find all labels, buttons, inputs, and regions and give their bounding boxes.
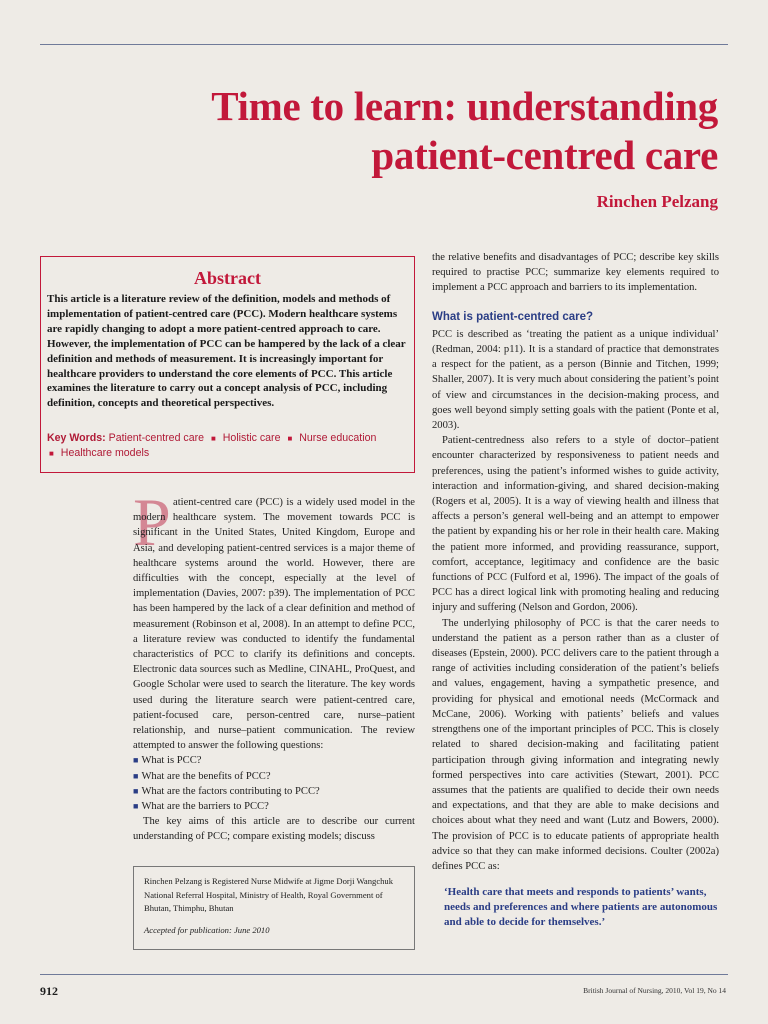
list-item: ■ What are the factors contributing to PCC? — [133, 785, 320, 797]
square-bullet-icon: ■ — [133, 801, 139, 812]
abstract-heading: Abstract — [194, 268, 261, 288]
square-bullet-icon: ■ — [133, 770, 139, 781]
list-item: ■ What is PCC? — [133, 755, 202, 767]
bottom-rule — [40, 974, 728, 975]
intro-column — [133, 495, 415, 845]
article-title: Time to learn: understanding patient-centred care — [211, 83, 718, 178]
list-item: ■ What are the benefits of PCC? — [133, 770, 271, 782]
square-bullet-icon: ■ — [133, 755, 139, 766]
keywords-label: Key Words: — [47, 432, 106, 445]
abstract-text: This article is a literature review of the definition, models and methods of implementation of patient-centred care (PCC). Modern healthcare systems are rapidly changing to adopt a more patient-centred approach to care. However, the implementation of PCC can be hampered by the lack of a clear definition and methods of measurement. It is increasingly important for healthcare providers to understand the core elements of PCC. This article examines the literature to carry out a concept analysis of PCC, including definition, concepts and theoretical perspectives. — [47, 293, 406, 410]
body-paragraph: PCC is described as ‘treating the patient as a unique individual’ (Redman, 2004: p11). It is a standard of practice that demonstrates a respect for the patient, as a person (Binnie and Titchen, 1999; Shaller, 2007). It is very much about considering the patient’s point of view and circumstances in the decision-making process, and goes well beyond simply setting goals with the patient (Ponte et al, 2003). — [432, 328, 719, 432]
question-list — [133, 753, 415, 814]
top-rule — [40, 44, 728, 45]
accepted-date: Accepted for publication: June 2010 — [144, 924, 270, 935]
square-bullet-icon: ■ — [287, 434, 293, 444]
drop-cap: P — [133, 484, 171, 560]
journal-citation: British Journal of Nursing, 2010, Vol 19, No 14 — [583, 986, 726, 995]
continuation-paragraph: the relative benefits and disadvantages of PCC; describe key skills required to practise PCC; summarize key elements required to implement a PCC approach and barriers to its implementation. — [432, 252, 719, 294]
intro-paragraph — [133, 495, 415, 753]
right-column — [432, 250, 719, 874]
author-name: Rinchen Pelzang — [596, 192, 718, 211]
keywords — [47, 431, 408, 461]
square-bullet-icon: ■ — [133, 785, 139, 796]
pull-quote: ‘Health care that meets and responds to patients’ wants, needs and preferences and where patients are autonomous and able to decide for themselves.’ — [444, 886, 718, 928]
list-item: ■ What are the barriers to PCC? — [133, 801, 269, 813]
keyword: Holistic care — [222, 432, 281, 445]
bio-text: Rinchen Pelzang is Registered Nurse Midwife at Jigme Dorji Wangchuk National Referral Hospital, Ministry of Health, Royal Government of Bhutan, Thimphu, Bhutan — [144, 876, 394, 913]
body-paragraph: Patient-centredness also refers to a style of doctor–patient encounter characterized by responsiveness to patient needs and preferences, using the patient’s informed wishes to guide activity, interaction and information-giving, and shared decision-making (Rogers et al, 2005). It is a way of viewing health and illness that affects a person’s general well-being and an attempt to empower the patient by expanding his or her role in their health care. Making the patient more informed, and providing reassurance, support, comfort, acceptance, legitimacy and confidence are the basic functions of PCC (Fulford et al, 1996). The impact of the goals of PCC has a direct logical link with promoting healing and reducing injury and suffering (Nelson and Gordon, 2006). — [432, 435, 719, 614]
keyword: Nurse education — [299, 432, 377, 445]
abstract-box — [40, 256, 415, 473]
intro-text: atient-centred care (PCC) is a widely used model in the modern healthcare system. The movement towards PCC is significant in the United States, United Kingdom, Europe and Asia, and developing patient-centred services is a major theme of healthcare systems around the world. However, there are difficulties with the concept, especially at the level of implementation (Davies, 2007: p39). The implementation of PCC has been hampered by the lack of a clear definition and method of measurement (Robinson et al, 2008). In an attempt to define PCC, a literature review was conducted to identify the fundamental characteristics of PCC to clarify its definitions and concepts. Electronic data sources such as Medline, CINAHL, ProQuest, and Google Scholar were used to search the literature. The key words used during the literature search were patient-centred care, patient-focused care, person-centred care, nurse–patient relationship, and nurse–patient communication. The review attempted to answer the following questions: — [133, 497, 415, 752]
page-number: 912 — [40, 984, 58, 998]
keyword: Patient-centred care — [108, 432, 205, 445]
body-paragraph: The underlying philosophy of PCC is that the carer needs to understand the patient as a person rather than as a cluster of diseases (Epstein, 2000). PCC delivers care to the patient through a range of activities including consideration of the patient’s beliefs and values, engagement, having a sympathetic presence, and providing for physical and emotional needs (McCormack and McCane, 2006). Working with patients’ beliefs and values strengthens one of the important principles of PCC. This is closely related to shared decision-making and facilitating patient participation through giving information and integrating newly formed perspectives into care activities (Stewart, 2001). PCC assumes that the patients are qualified to decide their own needs and expectations, and that they are able to make decisions and choices about what they need and want (Lutz and Bowers, 2000). The provision of PCC is to educate patients of appropriate health advice so that they can make informed decisions. Coulter (2002a) defines PCC as: — [432, 617, 719, 872]
aims-paragraph: The key aims of this article are to describe our current understanding of PCC; compare existing models; discuss — [133, 816, 415, 843]
author-bio-box — [133, 866, 415, 950]
section-heading: What is patient-centred care? — [432, 310, 594, 323]
square-bullet-icon: ■ — [49, 449, 54, 459]
keyword: Healthcare models — [60, 447, 150, 460]
square-bullet-icon: ■ — [210, 434, 216, 444]
